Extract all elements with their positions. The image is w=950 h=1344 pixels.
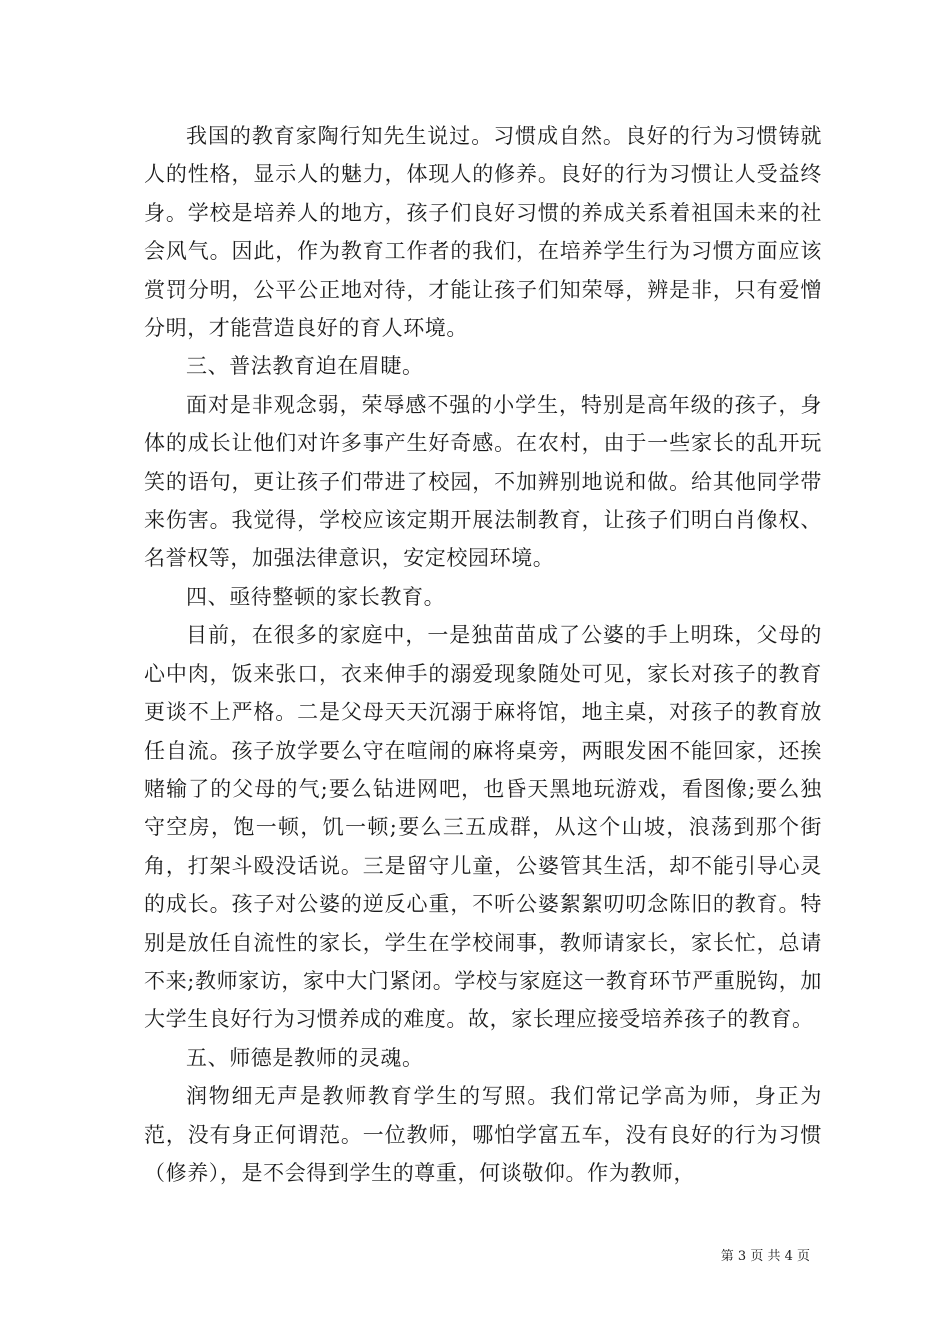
paragraph-habits: 我国的教育家陶行知先生说过。习惯成自然。良好的行为习惯铸就人的性格，显示人的魅力，体现人的修养。良好的行为习惯让人受益终身。学校是培养人的地方，孩子们良好习惯的养成关系着祖国未来的社会风气。因此，作为教育工作者的我们，在培养学生行为习惯方面应该赏罚分明，公平公正地对待，才能让孩子们知荣辱，辨是非，只有爱憎分明，才能营造良好的育人环境。	[144, 124, 822, 341]
paragraph-parent-education: 目前，在很多的家庭中，一是独苗苗成了公婆的手上明珠，父母的心中肉，饭来张口，衣来伸手的溺爱现象随处可见，家长对孩子的教育更谈不上严格。二是父母天天沉溺于麻将馆，地主桌，对孩子的教育放任自流。孩子放学要么守在喧闹的麻将桌旁，两眼发困不能回家，还挨赌输了的父母的气;要么钻进网吧，也昏天黑地玩游戏，看图像;要么独守空房，饱一顿，饥一顿;要么三五成群，从这个山坡，浪荡到那个街角，打架斗殴没话说。三是留守儿童，公婆管其生活，却不能引导心灵的成长。孩子对公婆的逆反心重，不听公婆絮絮叨叨念陈旧的教育。特别是放任自流性的家长，学生在学校闹事，教师请家长，家长忙，总请不来;教师家访，家中大门紧闭。学校与家庭这一教育环节严重脱钩，加大学生良好行为习惯养成的难度。故，家长理应接受培养孩子的教育。	[144, 623, 822, 1032]
heading-legal-education: 三、普法教育迫在眉睫。	[186, 354, 424, 379]
paragraph-teacher-ethics: 润物细无声是教师教育学生的写照。我们常记学高为师，身正为范，没有身正何谓范。一位教师，哪怕学富五车，没有良好的行为习惯（修养），是不会得到学生的尊重，何谈敬仰。作为教师，	[144, 1084, 822, 1185]
page-number-footer	[700, 1245, 810, 1264]
page-number-label: 第 3 页 共 4 页	[720, 1249, 810, 1264]
heading-parent-education: 四、亟待整顿的家长教育。	[186, 584, 446, 609]
paragraph-legal-education: 面对是非观念弱，荣辱感不强的小学生，特别是高年级的孩子，身体的成长让他们对许多事产生好奇感。在农村，由于一些家长的乱开玩笑的语句，更让孩子们带进了校园，不加辨别地说和做。给其他同学带来伤害。我觉得，学校应该定期开展法制教育，让孩子们明白肖像权、名誉权等，加强法律意识，安定校园环境。	[144, 392, 822, 571]
document-body	[144, 117, 822, 1192]
heading-teacher-ethics: 五、师德是教师的灵魂。	[186, 1045, 424, 1070]
